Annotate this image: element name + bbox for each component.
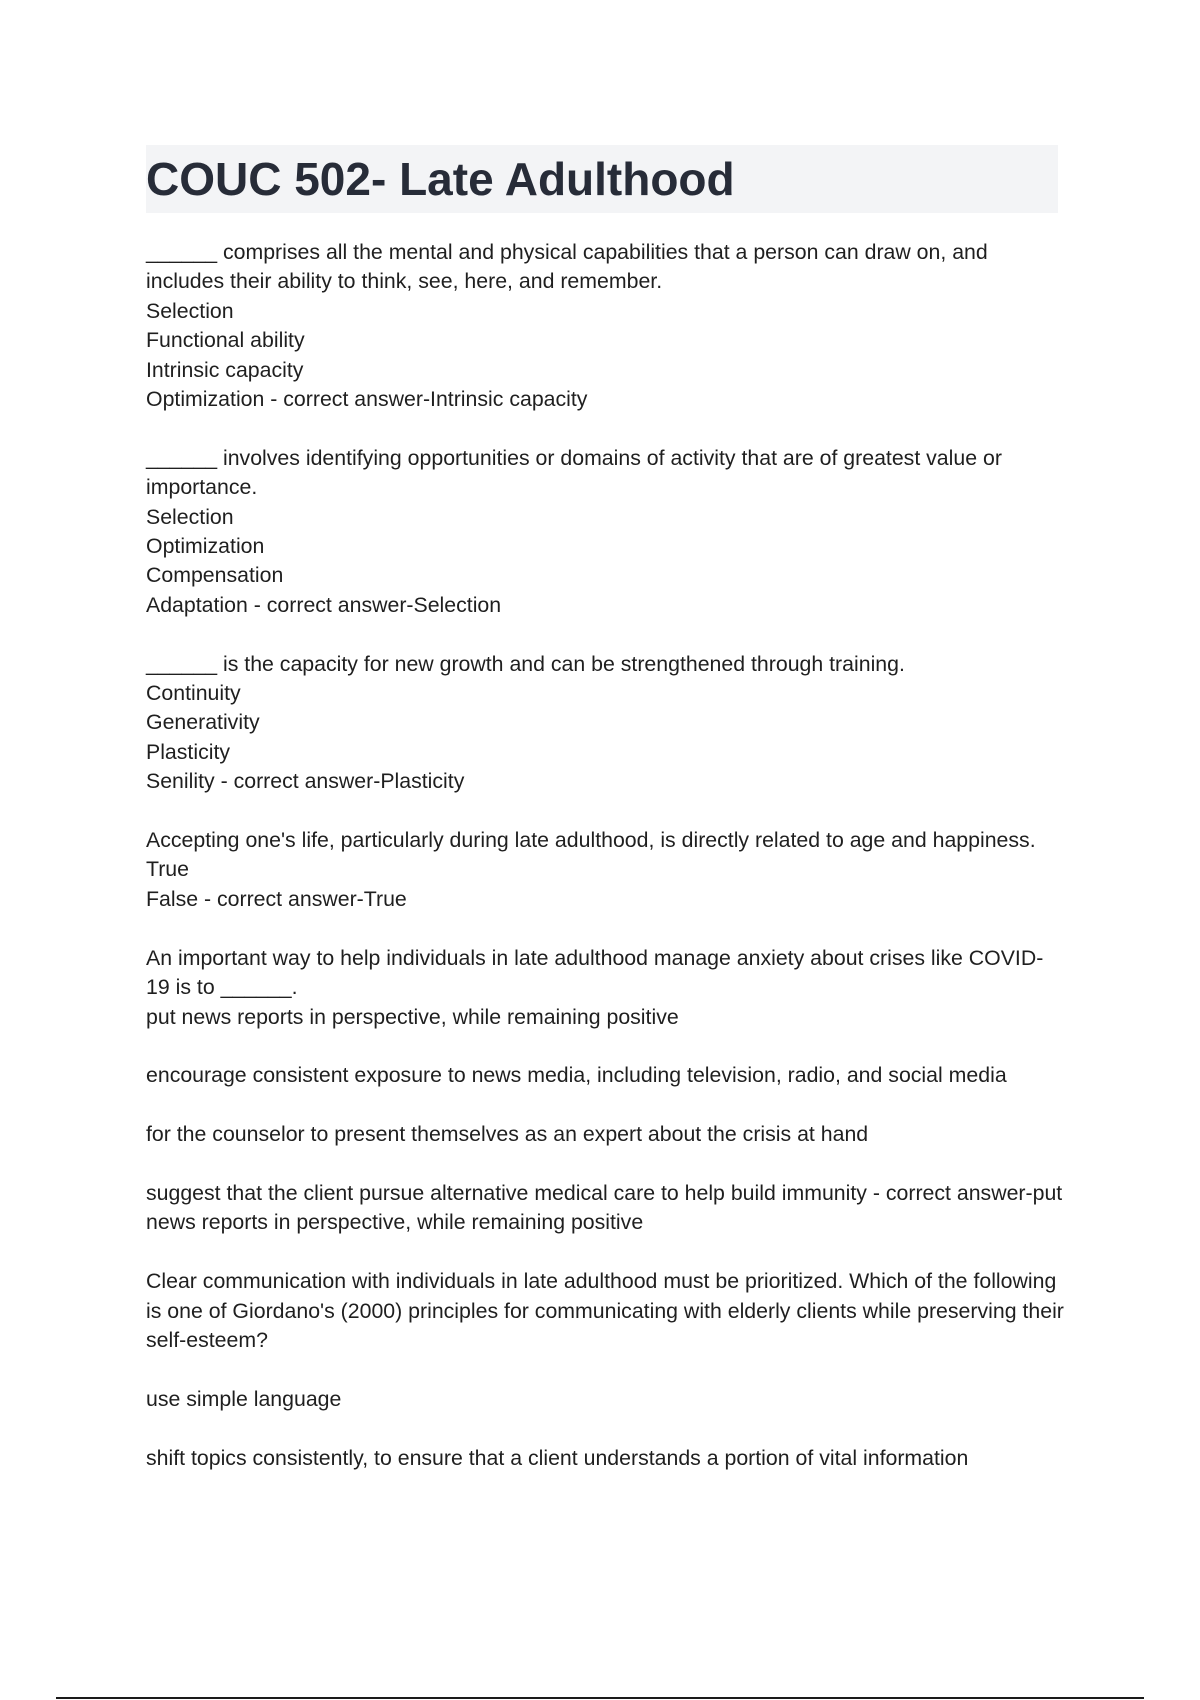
answer-option-with-correct-answer: False - correct answer-True xyxy=(146,886,407,911)
question-block-2 xyxy=(146,444,1066,620)
question-stem: ______ is the capacity for new growth and can be strengthened through training. xyxy=(146,651,905,676)
document-title: COUC 502- Late Adulthood xyxy=(146,153,735,205)
question-stem: An important way to help individuals in late adulthood manage anxiety about crises like COVID-19 is to ______. xyxy=(146,945,1044,1000)
answer-option: Intrinsic capacity xyxy=(146,357,304,382)
question-block-1 xyxy=(146,238,1066,414)
question-block-4 xyxy=(146,826,1066,914)
footer-rule xyxy=(56,1697,1144,1699)
question-block-6-option xyxy=(146,1444,1066,1473)
question-stem: Accepting one's life, particularly during late adulthood, is directly related to age and happiness. xyxy=(146,828,1036,853)
question-stem: Clear communication with individuals in late adulthood must be prioritized. Which of the following is one of Giordano's (2000) principles for communicating with elderly clients while preserving their self-esteem? xyxy=(146,1269,1064,1352)
answer-option: Plasticity xyxy=(146,739,231,764)
answer-option: Selection xyxy=(146,298,234,323)
answer-option-with-correct-answer: Optimization - correct answer-Intrinsic capacity xyxy=(146,387,588,412)
answer-option: Compensation xyxy=(146,563,284,588)
document-content xyxy=(146,238,1066,1502)
answer-option: shift topics consistently, to ensure that a client understands a portion of vital information xyxy=(146,1445,969,1470)
question-stem: ______ comprises all the mental and physical capabilities that a person can draw on, and includes their ability to think, see, here, and remember. xyxy=(146,240,988,294)
question-block-5-option xyxy=(146,1061,1066,1090)
answer-option: True xyxy=(146,857,189,882)
question-block-5-option xyxy=(146,1120,1066,1149)
question-stem: ______ involves identifying opportunities or domains of activity that are of greatest value or importance. xyxy=(146,445,1002,500)
answer-option: put news reports in perspective, while remaining positive xyxy=(146,1004,679,1029)
answer-option: Continuity xyxy=(146,681,241,706)
answer-option: encourage consistent exposure to news media, including television, radio, and social media xyxy=(146,1063,1007,1088)
question-block-6-stem xyxy=(146,1267,1066,1355)
answer-option: for the counselor to present themselves as an expert about the crisis at hand xyxy=(146,1122,869,1147)
answer-option: Selection xyxy=(146,504,234,529)
answer-option-with-correct-answer: Senility - correct answer-Plasticity xyxy=(146,769,465,794)
answer-option-with-correct-answer: suggest that the client pursue alternative medical care to help build immunity - correct answer-put news reports in perspective, while remaining positive xyxy=(146,1180,1063,1235)
answer-option-with-correct-answer: Adaptation - correct answer-Selection xyxy=(146,592,502,617)
answer-option: Generativity xyxy=(146,710,260,735)
question-block-3 xyxy=(146,650,1066,797)
question-block-5-stem xyxy=(146,944,1066,1032)
answer-option: Functional ability xyxy=(146,328,305,353)
question-block-5-answer xyxy=(146,1179,1066,1238)
answer-option: use simple language xyxy=(146,1386,342,1411)
answer-option: Optimization xyxy=(146,534,265,559)
question-block-6-option xyxy=(146,1385,1066,1414)
